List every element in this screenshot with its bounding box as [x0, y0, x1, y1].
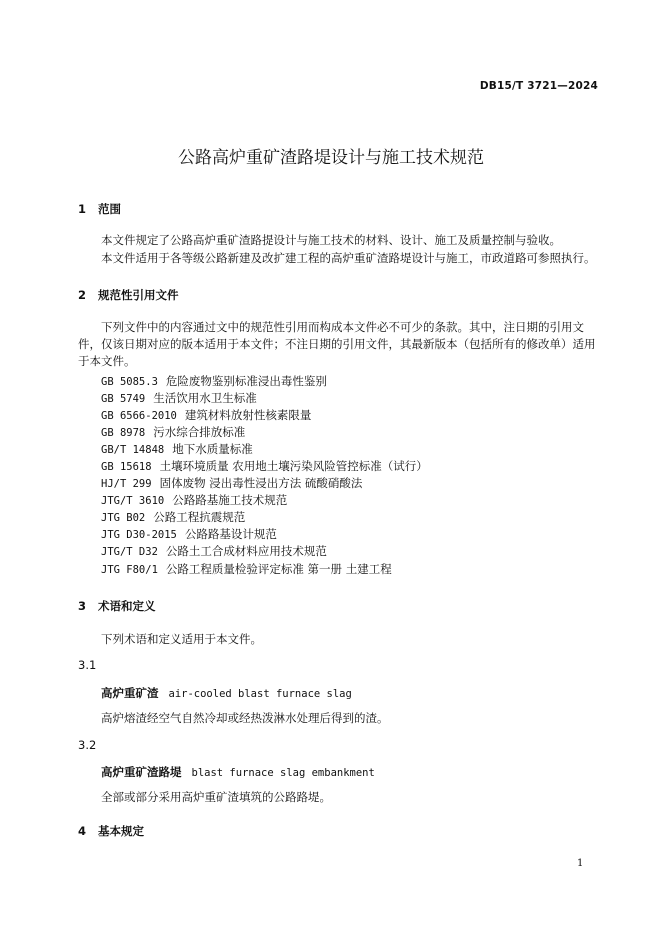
reference-name: 生活饮用水卫生标准 [153, 391, 257, 405]
reference-code: JTG/T 3610 [101, 495, 165, 507]
term-definition: 高炉熔渣经空气自然冷却或经热泼淋水处理后得到的渣。 [101, 711, 389, 725]
reference-code: GB 5085.3 [101, 376, 158, 388]
reference-code: GB 15618 [101, 461, 152, 473]
standard-code: DB15/T 3721—2024 [479, 80, 598, 92]
section-4-heading [78, 823, 144, 839]
term-en: air-cooled blast furnace slag [168, 688, 352, 700]
term-heading [101, 764, 375, 780]
reference-name: 公路土工合成材料应用技术规范 [165, 544, 327, 558]
paragraph: 本文件适用于各等级公路新建及改扩建工程的高炉重矿渣路堤设计与施工，市政道路可参照执行。 [101, 251, 596, 265]
paragraph: 本文件规定了公路高炉重矿渣路提设计与施工技术的材料、设计、施工及质量控制与验收。 [101, 233, 561, 247]
section-3-heading [78, 598, 156, 614]
reference-code: JTG B02 [101, 512, 146, 524]
reference-code: GB 5749 [101, 393, 146, 405]
section-number: 1 [78, 202, 87, 216]
paragraph: 下列文件中的内容通过文中的规范性引用而构成本文件必不可少的条款。其中，注日期的引用文件，仅该日期对应的版本适用于本文件；不注日期的引用文件，其最新版本（包括所有的修改单）适用于本文件。 [78, 320, 596, 368]
term-number: 3.1 [78, 658, 97, 672]
section-1-heading [78, 201, 121, 217]
reference-name: 公路工程质量检验评定标准 第一册 土建工程 [165, 562, 392, 576]
paragraph: 下列术语和定义适用于本文件。 [101, 632, 262, 646]
reference-item [101, 526, 277, 542]
reference-name: 公路路基施工技术规范 [172, 493, 288, 507]
reference-item [101, 373, 327, 389]
reference-code: HJ/T 299 [101, 478, 152, 490]
reference-item [101, 475, 362, 491]
term-heading [101, 685, 352, 701]
reference-item [101, 509, 245, 525]
reference-name: 危险废物鉴别标准浸出毒性鉴别 [165, 374, 327, 388]
reference-code: JTG D30-2015 [101, 529, 177, 541]
page-number: 1 [577, 858, 584, 869]
reference-code: JTG/T D32 [101, 546, 158, 558]
reference-name: 建筑材料放射性核素限量 [184, 408, 312, 422]
reference-item [101, 407, 311, 423]
reference-item [101, 390, 257, 406]
section-title: 术语和定义 [98, 599, 156, 613]
section-title: 规范性引用文件 [98, 288, 179, 302]
reference-name: 公路路基设计规范 [184, 527, 277, 541]
reference-item [101, 492, 287, 508]
term-number: 3.2 [78, 738, 97, 752]
reference-item [101, 458, 428, 474]
reference-name: 土壤环境质量 农用地土壤污染风险管控标准（试行） [159, 459, 428, 473]
reference-name: 地下水质量标准 [172, 442, 253, 456]
section-2-heading [78, 287, 179, 303]
section-number: 2 [78, 288, 87, 302]
term-definition: 全部或部分采用高炉重矿渣填筑的公路路堤。 [101, 790, 331, 804]
section-number: 3 [78, 599, 87, 613]
document-title: 公路高炉重矿渣路堤设计与施工技术规范 [178, 148, 484, 168]
section-number: 4 [78, 824, 87, 838]
reference-item [101, 441, 253, 457]
reference-code: GB 8978 [101, 427, 146, 439]
term-en: blast furnace slag embankment [191, 767, 375, 779]
reference-code: GB 6566-2010 [101, 410, 177, 422]
reference-name: 污水综合排放标准 [153, 425, 246, 439]
reference-code: JTG F80/1 [101, 564, 158, 576]
term-zh: 高炉重矿渣路堤 [101, 765, 182, 779]
reference-item [101, 561, 392, 577]
reference-item [101, 424, 245, 440]
section-title: 范围 [98, 202, 121, 216]
reference-item [101, 543, 327, 559]
reference-code: GB/T 14848 [101, 444, 165, 456]
reference-name: 公路工程抗震规范 [153, 510, 246, 524]
reference-name: 固体废物 浸出毒性浸出方法 硫酸硝酸法 [159, 476, 363, 490]
section-title: 基本规定 [98, 824, 144, 838]
term-zh: 高炉重矿渣 [101, 686, 159, 700]
